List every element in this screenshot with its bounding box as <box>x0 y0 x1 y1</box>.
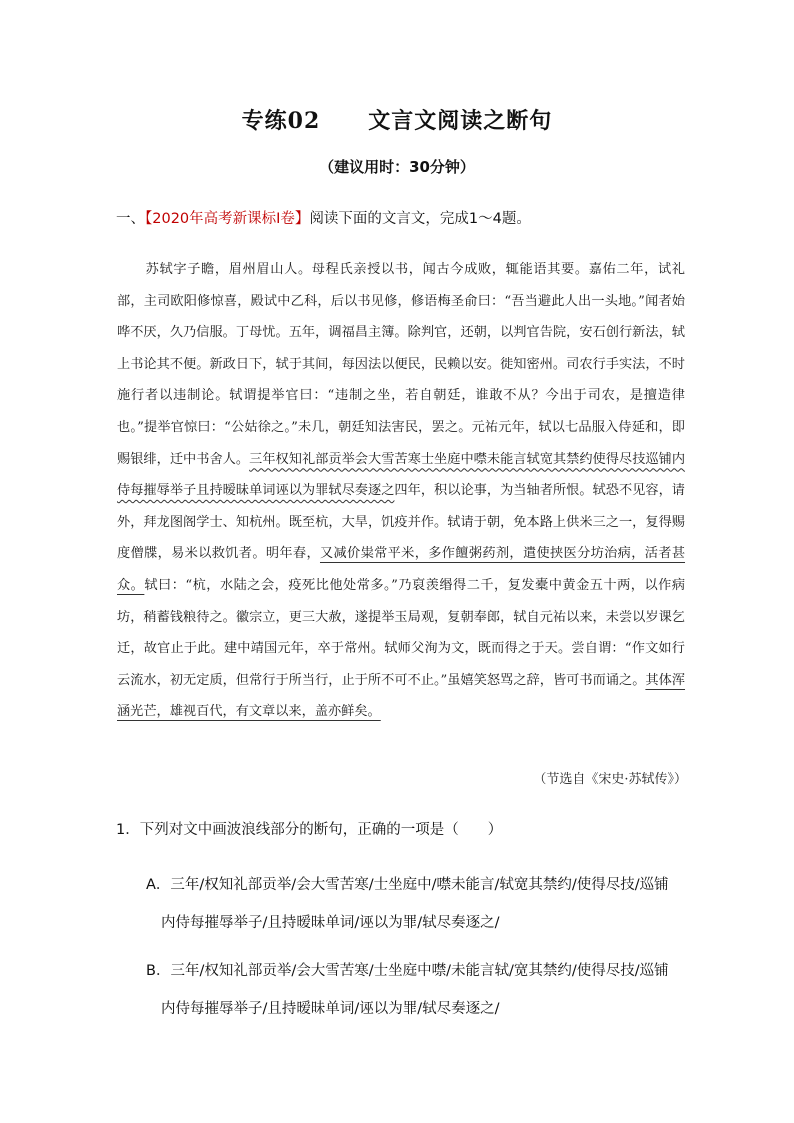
classical-passage <box>117 254 685 728</box>
question-group-intro <box>116 207 531 228</box>
group-instruction: 阅读下面的文言文，完成1～4题。 <box>309 211 531 227</box>
option-b-line-1: B．三年/权知礼部贡举/会大雪苦寒/士坐庭中噤/未能言轼/宽其禁约/使得尽技/巡铺 <box>146 963 669 979</box>
question-1-stem: 1．下列对文中画波浪线部分的断句，正确的一项是（ ） <box>116 822 503 838</box>
underlined-sentence-2: 其体浑涵光芒，雄视百代，有文章以来，盖亦鲜矣。 <box>117 672 686 720</box>
exam-source-tag: 【2020年高考新课标Ⅰ卷】 <box>145 211 310 227</box>
passage-source-note: （节选自《宋史·苏轼传》） <box>533 772 687 787</box>
option-b[interactable] <box>146 952 706 1028</box>
passage-part-1: 苏轼字子瞻，眉州眉山人。母程氏亲授以书，闻古今成败，辄能语其要。嘉佑二年，试礼部，主司欧阳修惊喜，殿试中乙科，后以书见修，修语梅圣俞曰：“吾当避此人出一头地。”闻者始哗不厌，久乃信服。丁母忧。五年，调福昌主簿。除判官，还朝，以判官告院，安石创行新法，轼上书论其不便。新政日下，轼于其间，每因法以便民，民赖以安。徙知密州。司农行手实法，不时施行者以违制论。轼谓提举官曰：“违制之坐，若自朝廷，谁敢不从？今出于司农，是擅造律也。”提举官惊曰：“公姑徐之。”未几，朝廷知法害民，罢之。元祐元年，轼以七品服入侍延和，即赐银绯，迁中书舍人。 <box>117 262 685 467</box>
option-b-line-2: 内侍每摧辱举子/且持暧昧单词/诬以为罪/轼尽奏逐之/ <box>161 1001 500 1017</box>
wavy-underlined-segment: 三年权知礼部贡举会大雪苦寒士坐庭中噤未能言轼宽其禁约使得尽技巡铺内侍每摧辱举子且持暧昧单词诬以为罪轼尽奏逐之 <box>117 451 686 499</box>
underlined-sentence-1: 又减价粜常平米，多作饘粥药剂，遣使挟医分坊治病，活者甚众。 <box>117 546 686 593</box>
option-a-line-1: A．三年/权知礼部贡举/会大雪苦寒/士坐庭中/噤未能言/轼宽其禁约/使得尽技/巡铺 <box>146 877 669 893</box>
option-a[interactable] <box>146 866 706 942</box>
page-title <box>0 104 794 135</box>
option-a-label: A． <box>146 877 171 893</box>
passage-part-2: 四年，积以论事，为当轴者所恨。轼恐不见容，请外，拜龙图阁学士、知杭州。既至杭，大旱，饥疫并作。轼请于朝，免本路上供米三之一，复得赐度僧牒，易米以救饥者。明年春， <box>117 483 685 562</box>
page-subtitle: （建议用时：30分钟） <box>319 158 475 176</box>
title-left: 专练02 <box>241 108 321 134</box>
option-a-line-2: 内侍每摧辱举子/且持暧昧单词/诬以为罪/轼尽奏逐之/ <box>161 915 500 931</box>
title-right: 文言文阅读之断句 <box>368 108 553 134</box>
group-prefix: 一、 <box>116 211 145 227</box>
passage-part-3: 轼曰：“杭，水陆之会，疫死比他处常多。”乃裒羡缗得二千，复发橐中黄金五十两，以作病坊，稍蓄钱粮待之。徽宗立，更三大赦，遂提举玉局观，复朝奉郎，轼自元祐以来，未尝以岁课乞迁，故官止于此。建中靖国元年，卒于常州。轼师父洵为文，既而得之于天。尝自谓：“作文如行云流水，初无定质，但常行于所当行，止于所不可不止。”虽嬉笑怒骂之辞，皆可书而诵之。 <box>117 577 686 688</box>
option-b-label: B． <box>146 963 171 979</box>
